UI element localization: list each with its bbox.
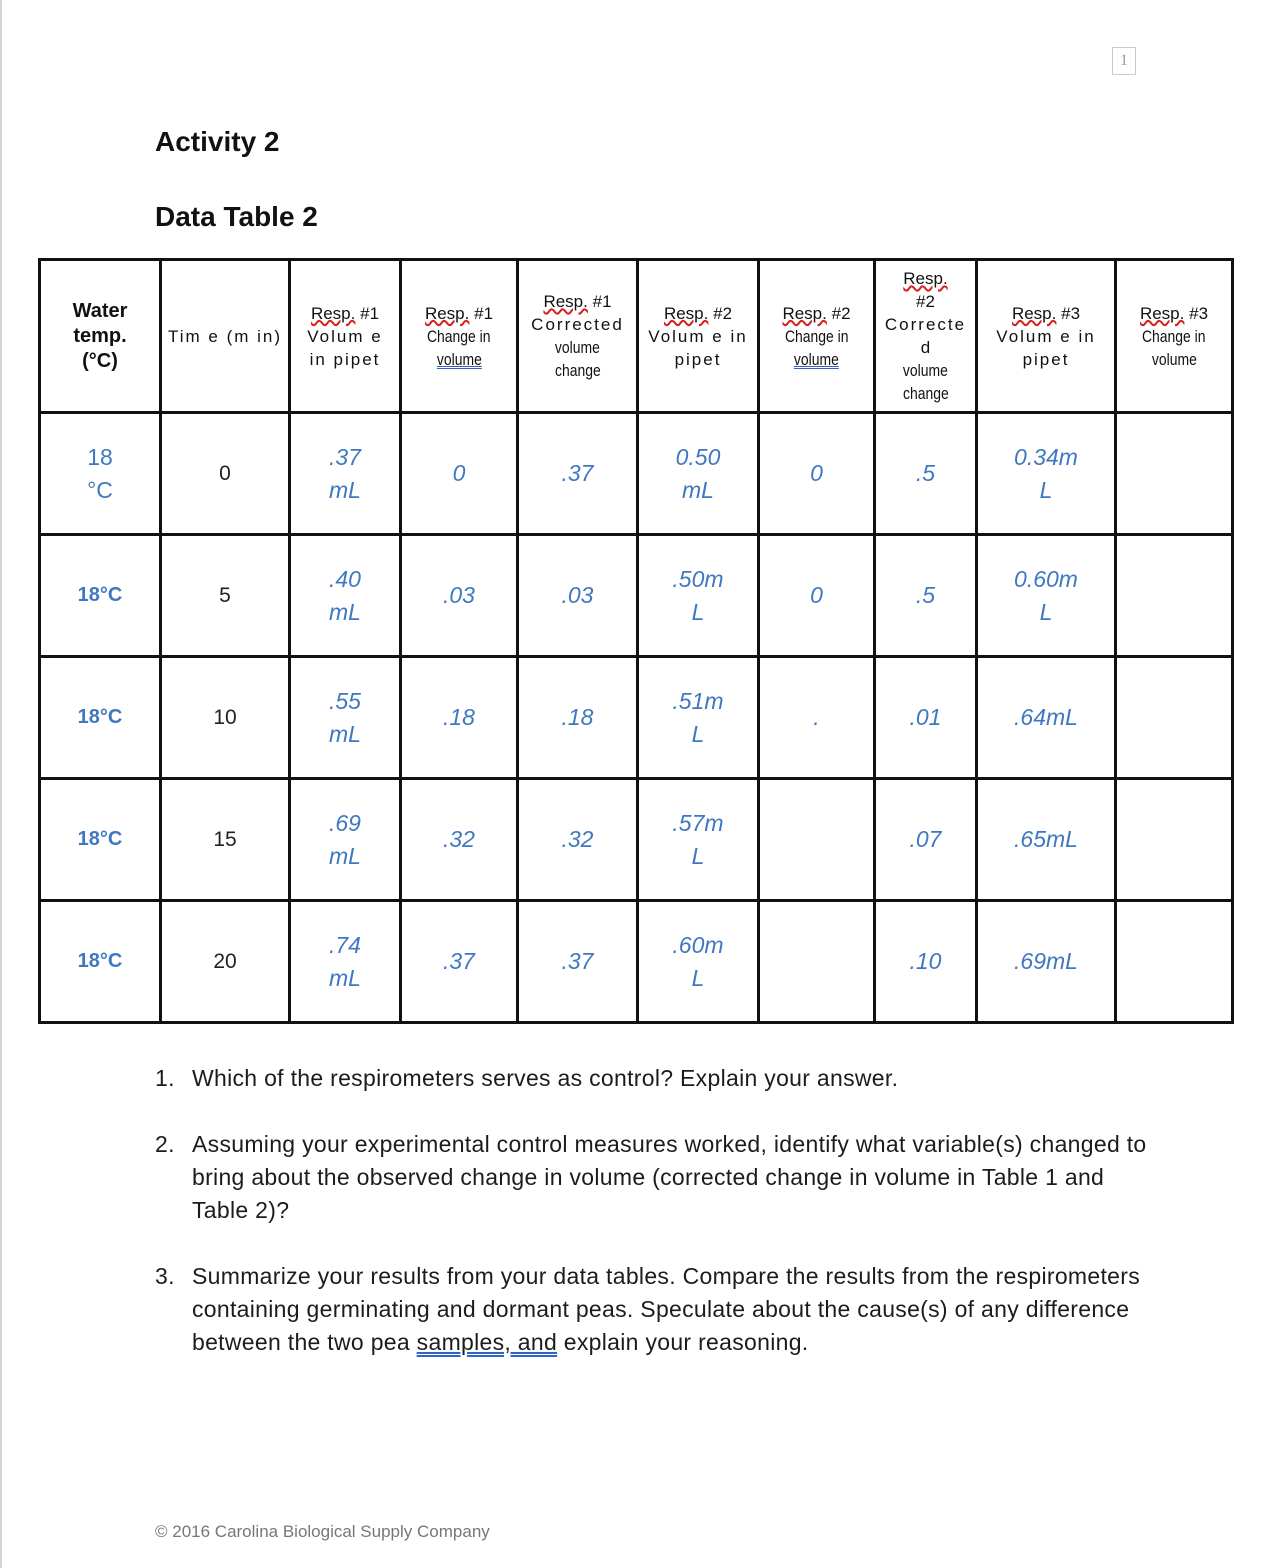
cell-time: 0	[161, 413, 290, 535]
cell-r2-volume: .60m L	[638, 901, 759, 1023]
question-item	[155, 1260, 1155, 1359]
cell-r1-corrected: .37	[518, 901, 638, 1023]
cell-r3-change	[1116, 657, 1233, 779]
cell-r3-volume: .64mL	[977, 657, 1116, 779]
question-item	[155, 1062, 1155, 1095]
cell-r2-volume: .57m L	[638, 779, 759, 901]
cell-r1-volume: .55 mL	[290, 657, 401, 779]
cell-r3-change	[1116, 901, 1233, 1023]
table-row	[40, 779, 1233, 901]
cell-r2-corrected: .01	[875, 657, 977, 779]
cell-r3-volume: .65mL	[977, 779, 1116, 901]
cell-r2-volume: .51m L	[638, 657, 759, 779]
cell-r2-change: 0	[759, 413, 875, 535]
header-resp3-volume: Resp. #3 Volum e in pipet	[977, 260, 1116, 413]
header-resp2-corrected: Resp. #2 Correcte d volume change	[875, 260, 977, 413]
cell-r1-corrected: .18	[518, 657, 638, 779]
grammar-underline: samples, and	[416, 1329, 558, 1355]
cell-r1-change: .03	[401, 535, 518, 657]
cell-r2-corrected: .5	[875, 535, 977, 657]
cell-r2-change: .	[759, 657, 875, 779]
cell-time: 10	[161, 657, 290, 779]
cell-r1-volume: .37 mL	[290, 413, 401, 535]
cell-r1-change: .37	[401, 901, 518, 1023]
cell-r2-corrected: .10	[875, 901, 977, 1023]
table-row	[40, 413, 1233, 535]
cell-time: 5	[161, 535, 290, 657]
cell-r3-volume: .69mL	[977, 901, 1116, 1023]
page-number: 1	[1112, 47, 1136, 75]
cell-r1-corrected: .03	[518, 535, 638, 657]
cell-r2-change	[759, 901, 875, 1023]
activity-heading: Activity 2	[155, 126, 280, 157]
cell-time: 15	[161, 779, 290, 901]
question-text: Summarize your results from your data tables. Compare the results from the respirometers containing germinating and dormant peas. Speculate about the cause(s) of any difference between the two pea samples, and explain your reasoning.	[192, 1263, 1141, 1355]
question-text: Assuming your experimental control measures worked, identify what variable(s) changed to bring about the observed change in volume (corrected change in volume in Table 1 and Table 2)?	[192, 1131, 1147, 1223]
header-resp2-volume: Resp. #2 Volum e in pipet	[638, 260, 759, 413]
table-heading: Data Table 2	[155, 201, 318, 232]
cell-r2-volume: .50m L	[638, 535, 759, 657]
cell-r2-corrected: .5	[875, 413, 977, 535]
cell-water-temp: 18°C	[40, 901, 161, 1023]
cell-r1-volume: .69 mL	[290, 779, 401, 901]
question-item	[155, 1128, 1155, 1227]
cell-r1-corrected: .32	[518, 779, 638, 901]
question-number: 1.	[155, 1065, 175, 1091]
cell-r2-volume: 0.50 mL	[638, 413, 759, 535]
cell-r3-volume: 0.60m L	[977, 535, 1116, 657]
header-water-temp: Water temp. (°C)	[40, 260, 161, 413]
cell-r1-change: .18	[401, 657, 518, 779]
header-resp2-change: Resp. #2 Change in volume	[759, 260, 875, 413]
question-text: Which of the respirometers serves as control? Explain your answer.	[192, 1065, 899, 1091]
header-resp1-volume: Resp. #1 Volum e in pipet	[290, 260, 401, 413]
cell-water-temp: 18°C	[40, 779, 161, 901]
cell-r3-volume: 0.34m L	[977, 413, 1116, 535]
cell-r1-corrected: .37	[518, 413, 638, 535]
copyright-footer: © 2016 Carolina Biological Supply Company	[155, 1522, 490, 1541]
cell-r1-volume: .40 mL	[290, 535, 401, 657]
table-row	[40, 657, 1233, 779]
cell-water-temp: 18°C	[40, 657, 161, 779]
cell-r3-change	[1116, 413, 1233, 535]
cell-r1-change: 0	[401, 413, 518, 535]
cell-r2-change: 0	[759, 535, 875, 657]
question-number: 2.	[155, 1131, 175, 1157]
cell-r1-change: .32	[401, 779, 518, 901]
cell-water-temp: 18 °C	[40, 413, 161, 535]
header-time: Tim e (m in)	[161, 260, 290, 413]
table-header-row	[40, 260, 1233, 413]
cell-r3-change	[1116, 535, 1233, 657]
table-row	[40, 901, 1233, 1023]
data-table-2	[38, 258, 1234, 1024]
question-number: 3.	[155, 1263, 175, 1289]
table-row	[40, 535, 1233, 657]
header-resp3-change: Resp. #3 Change in volume	[1116, 260, 1233, 413]
cell-r2-corrected: .07	[875, 779, 977, 901]
page-left-edge	[0, 0, 2, 1568]
header-resp1-change: Resp. #1 Change in volume	[401, 260, 518, 413]
cell-r1-volume: .74 mL	[290, 901, 401, 1023]
header-resp1-corrected: Resp. #1 Corrected volume change	[518, 260, 638, 413]
cell-r2-change	[759, 779, 875, 901]
cell-water-temp: 18°C	[40, 535, 161, 657]
cell-time: 20	[161, 901, 290, 1023]
question-list	[155, 1062, 1155, 1392]
cell-r3-change	[1116, 779, 1233, 901]
